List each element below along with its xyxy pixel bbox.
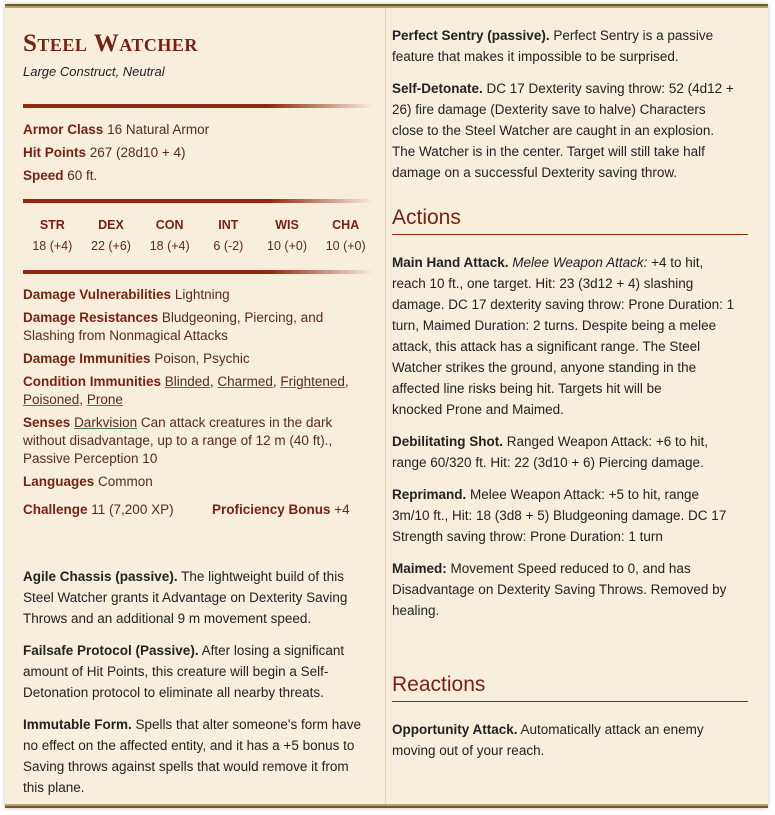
action-debilitating-shot <box>392 431 748 473</box>
reaction-title: Opportunity Attack. <box>392 722 518 737</box>
senses-text-cont: without disadvantage, up to a range of 12 m (40 ft)., <box>23 433 333 448</box>
action-text: knocked Prone and Maimed. <box>392 402 564 417</box>
damage-immunities <box>23 350 368 368</box>
hit-points-value: 267 (28d10 + 4) <box>89 145 186 160</box>
trait-perfect-sentry <box>392 25 748 67</box>
condition-link-frightened[interactable]: Frightened <box>280 374 345 389</box>
speed <box>23 167 368 185</box>
ability-con <box>140 218 199 253</box>
trait-failsafe-protocol <box>23 640 371 703</box>
action-text: Watcher strikes the ground, anyone standing in the <box>392 360 697 375</box>
section-rule <box>23 199 373 203</box>
speed-label: Speed <box>23 168 64 183</box>
ability-dex <box>82 218 141 253</box>
reaction-text: Automatically attack an enemy <box>520 722 704 737</box>
action-type: Melee Weapon Attack: <box>512 255 648 270</box>
column-divider <box>385 8 386 804</box>
languages-label: Languages <box>23 474 95 489</box>
stat-block <box>5 4 768 808</box>
condition-immunities-label: Condition Immunities <box>23 374 161 389</box>
ability-name: DEX <box>98 218 124 232</box>
trait-text: The Watcher is in the center. Target will still take half <box>392 144 705 159</box>
condition-immunities: Condition Immunities Blinded, Charmed, Frightened, Poisoned, Prone <box>23 374 349 407</box>
armor-class <box>23 121 368 139</box>
trait-text: 26) fire damage (Dexterity save to halve) Characters <box>392 102 706 117</box>
resistances-label: Damage Resistances <box>23 310 159 325</box>
trait-text: DC 17 Dexterity saving throw: 52 (4d12 + <box>486 81 734 96</box>
action-text: Disadvantage on Dexterity Saving Throws. Removed by <box>392 582 727 597</box>
challenge-value: 11 (7,200 XP) <box>91 502 174 517</box>
ability-int <box>199 218 258 253</box>
action-text: Movement Speed reduced to 0, and has <box>450 561 691 576</box>
vulnerabilities-value: Lightning <box>174 287 230 302</box>
trait-title: Agile Chassis (passive). <box>23 569 178 584</box>
ability-str <box>23 218 82 253</box>
trait-agile-chassis <box>23 566 371 629</box>
trait-text: damage on a successful Dexterity saving throw. <box>392 165 678 180</box>
trait-immutable-form <box>23 714 371 798</box>
action-text: 3m/10 ft., Hit: 18 (3d8 + 5) Bludgeoning damage. DC 17 <box>392 508 727 523</box>
senses <box>23 414 368 468</box>
monster-type: Large Construct, Neutral <box>23 64 165 79</box>
trait-text: Spells that alter someone's form have <box>135 717 361 732</box>
trait-text: Detonation protocol to eliminate all nearby threats. <box>23 685 324 700</box>
section-rule <box>23 270 373 274</box>
challenge-label: Challenge <box>23 502 88 517</box>
trait-text: Saving throws against spells that would remove it from <box>23 759 349 774</box>
action-text: +4 to hit, <box>651 255 704 270</box>
trait-text: After losing a significant <box>201 643 345 658</box>
ability-value: 18 (+4) <box>149 239 190 253</box>
armor-class-value: 16 Natural Armor <box>107 122 210 137</box>
action-text: damage. DC 17 dexterity saving throw: Prone Duration: 1 <box>392 297 735 312</box>
trait-text: Perfect Sentry is a passive <box>553 28 714 43</box>
trait-text: Steel Watcher grants it Advantage on Dexterity Saving <box>23 590 348 605</box>
action-title: Main Hand Attack. <box>392 255 509 270</box>
trait-title: Failsafe Protocol (Passive). <box>23 643 199 658</box>
action-reprimand <box>392 484 748 547</box>
trait-text: close to the Steel Watcher are caught in an explosion. <box>392 123 715 138</box>
armor-class-label: Armor Class <box>23 122 104 137</box>
action-title: Reprimand. <box>392 487 467 502</box>
ability-value: 18 (+4) <box>32 239 73 253</box>
condition-link-poisoned[interactable]: Poisoned <box>23 392 80 407</box>
ability-value: 6 (-2) <box>213 239 244 253</box>
ability-scores <box>23 218 375 253</box>
ability-value: 10 (+0) <box>325 239 366 253</box>
action-text: attack, this attack has a significant range. The Steel <box>392 339 701 354</box>
action-maimed <box>392 558 748 621</box>
damage-vulnerabilities <box>23 286 368 304</box>
ability-name: INT <box>218 218 239 232</box>
action-text: healing. <box>392 603 440 618</box>
reaction-opportunity-attack <box>392 719 748 761</box>
trait-title: Perfect Sentry (passive). <box>392 28 550 43</box>
speed-value: 60 ft. <box>67 168 98 183</box>
proficiency-bonus-value: +4 <box>334 502 350 517</box>
condition-link-prone[interactable]: Prone <box>86 392 123 407</box>
languages <box>23 473 368 491</box>
senses-label: Senses <box>23 415 71 430</box>
proficiency-bonus-label: Proficiency Bonus <box>212 502 331 517</box>
trait-text: no effect on the affected entity, and it has a +5 bonus to <box>23 738 355 753</box>
resistances-value-cont: Slashing from Nonmagical Attacks <box>23 328 228 343</box>
ability-wis <box>258 218 317 253</box>
trait-text: feature that makes it impossible to be surprised. <box>392 49 679 64</box>
action-title: Debilitating Shot. <box>392 434 503 449</box>
ability-name: WIS <box>275 218 299 232</box>
immunities-label: Damage Immunities <box>23 351 151 366</box>
hit-points-label: Hit Points <box>23 145 86 160</box>
languages-value: Common <box>98 474 153 489</box>
challenge-row <box>23 501 368 519</box>
ability-cha <box>316 218 375 253</box>
trait-text: this plane. <box>23 780 85 795</box>
senses-text: Can attack creatures in the dark <box>140 415 333 430</box>
actions-heading: Actions <box>392 206 748 235</box>
condition-link-charmed[interactable]: Charmed <box>217 374 273 389</box>
trait-self-detonate <box>392 78 748 183</box>
action-text: turn, Maimed Duration: 2 turns. Despite being a melee <box>392 318 717 333</box>
sense-link-darkvision[interactable]: Darkvision <box>74 415 138 430</box>
action-text: Ranged Weapon Attack: +6 to hit, <box>506 434 709 449</box>
section-rule <box>23 104 373 108</box>
immunities-value: Poison, Psychic <box>154 351 250 366</box>
action-text: affected line risks being hit. Targets hit will be <box>392 381 662 396</box>
trait-text: amount of Hit Points, this creature will begin a Self- <box>23 664 329 679</box>
reaction-text: moving out of your reach. <box>392 743 545 758</box>
trait-title: Self-Detonate. <box>392 81 483 96</box>
trait-title: Immutable Form. <box>23 717 132 732</box>
ability-value: 10 (+0) <box>267 239 307 253</box>
ability-value: 22 (+6) <box>91 239 131 253</box>
trait-text: The lightweight build of this <box>181 569 344 584</box>
passive-perception: Passive Perception 10 <box>23 451 158 466</box>
ability-name: CON <box>155 218 184 232</box>
action-text: Melee Weapon Attack: +5 to hit, range <box>470 487 700 502</box>
vulnerabilities-label: Damage Vulnerabilities <box>23 287 172 302</box>
condition-link-blinded[interactable]: Blinded <box>164 374 210 389</box>
action-text: reach 10 ft., one target. Hit: 23 (3d12 + 4) slashing <box>392 276 694 291</box>
proficiency-bonus <box>212 501 350 519</box>
ability-name: CHA <box>332 218 360 232</box>
reactions-heading: Reactions <box>392 673 748 702</box>
action-text: Strength saving throw: Prone Duration: 1 turn <box>392 529 663 544</box>
resistances-value: Bludgeoning, Piercing, and <box>161 310 324 325</box>
action-title: Maimed: <box>392 561 447 576</box>
ability-name: STR <box>39 218 65 232</box>
trait-text: Throws and an additional 9 m movement speed. <box>23 611 312 626</box>
monster-name: Steel Watcher <box>23 30 198 57</box>
damage-resistances <box>23 309 368 345</box>
action-text: range 60/320 ft. Hit: 22 (3d10 + 6) Piercing damage. <box>392 455 704 470</box>
action-main-hand-attack <box>392 252 748 420</box>
hit-points <box>23 144 368 162</box>
